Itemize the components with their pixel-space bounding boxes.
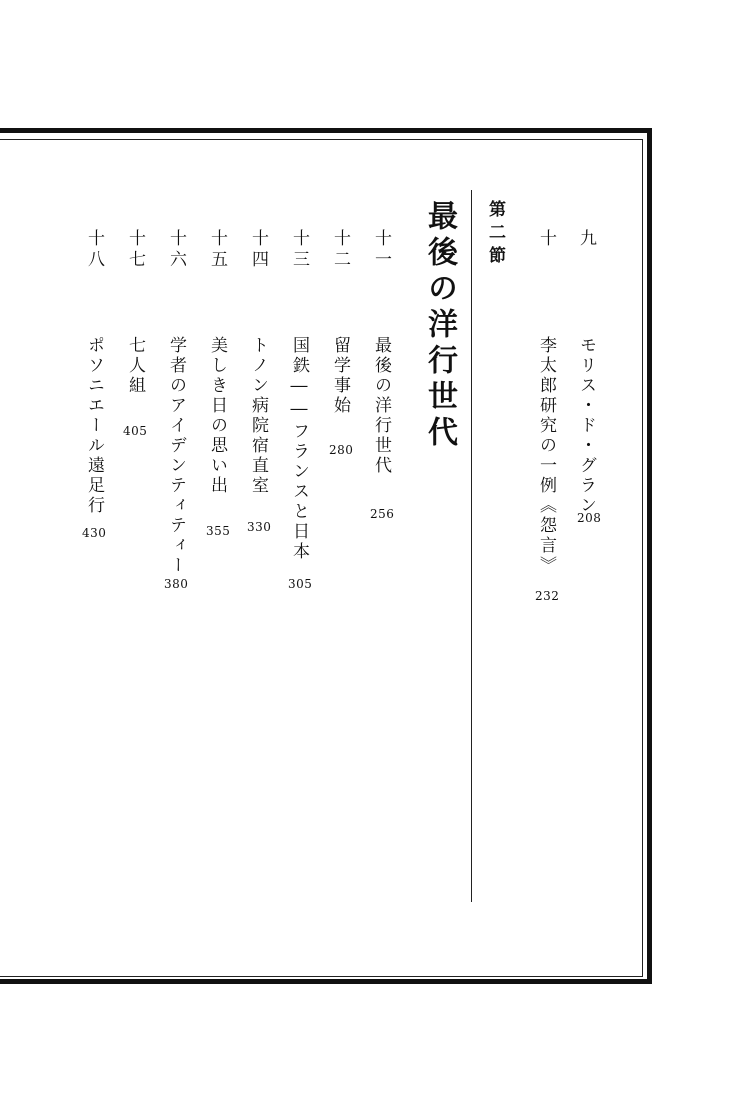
entry-15-number: 十五 <box>207 229 227 271</box>
entry-11-number: 十一 <box>371 229 391 271</box>
entry-17-page: 405 <box>123 424 148 438</box>
entry-14-title: トノン病院宿直室 <box>248 336 268 496</box>
entry-16-number: 十六 <box>166 229 186 271</box>
entry-11-page: 256 <box>370 507 395 521</box>
entry-17-number: 十七 <box>125 229 145 271</box>
entry-16-page: 380 <box>164 577 189 591</box>
entry-13-number: 十三 <box>289 229 309 271</box>
entry-12-page: 280 <box>329 443 354 457</box>
section-divider-line <box>471 190 472 902</box>
entry-12-number: 十二 <box>330 229 350 271</box>
entry-10-title: 李太郎研究の一例《怨言》 <box>536 336 556 576</box>
entry-11-title: 最後の洋行世代 <box>371 336 391 476</box>
entry-18-page: 430 <box>82 526 107 540</box>
entry-17-title: 七人組 <box>125 336 145 396</box>
entry-18-number: 十八 <box>84 229 104 271</box>
entry-12-title: 留学事始 <box>330 336 350 416</box>
entry-9-title: モリス・ド・グラン <box>576 336 596 516</box>
entry-9-number: 九 <box>576 229 596 250</box>
entry-9-page: 208 <box>577 511 602 525</box>
entry-15-title: 美しき日の思い出 <box>207 336 227 496</box>
entry-14-page: 330 <box>247 520 272 534</box>
entry-13-title: 国鉄――フランスと日本 <box>289 336 309 562</box>
entry-14-number: 十四 <box>248 229 268 271</box>
section-label: 第二節 <box>485 200 505 269</box>
part-title: 最後の洋行世代 <box>422 200 457 452</box>
entry-15-page: 355 <box>206 524 231 538</box>
entry-18-title: ポソニエール遠足行 <box>84 336 104 516</box>
entry-13-page: 305 <box>288 577 313 591</box>
entry-10-number: 十 <box>536 229 556 250</box>
entry-16-title: 学者のアイデンティティー <box>166 336 186 576</box>
entry-10-page: 232 <box>535 589 560 603</box>
